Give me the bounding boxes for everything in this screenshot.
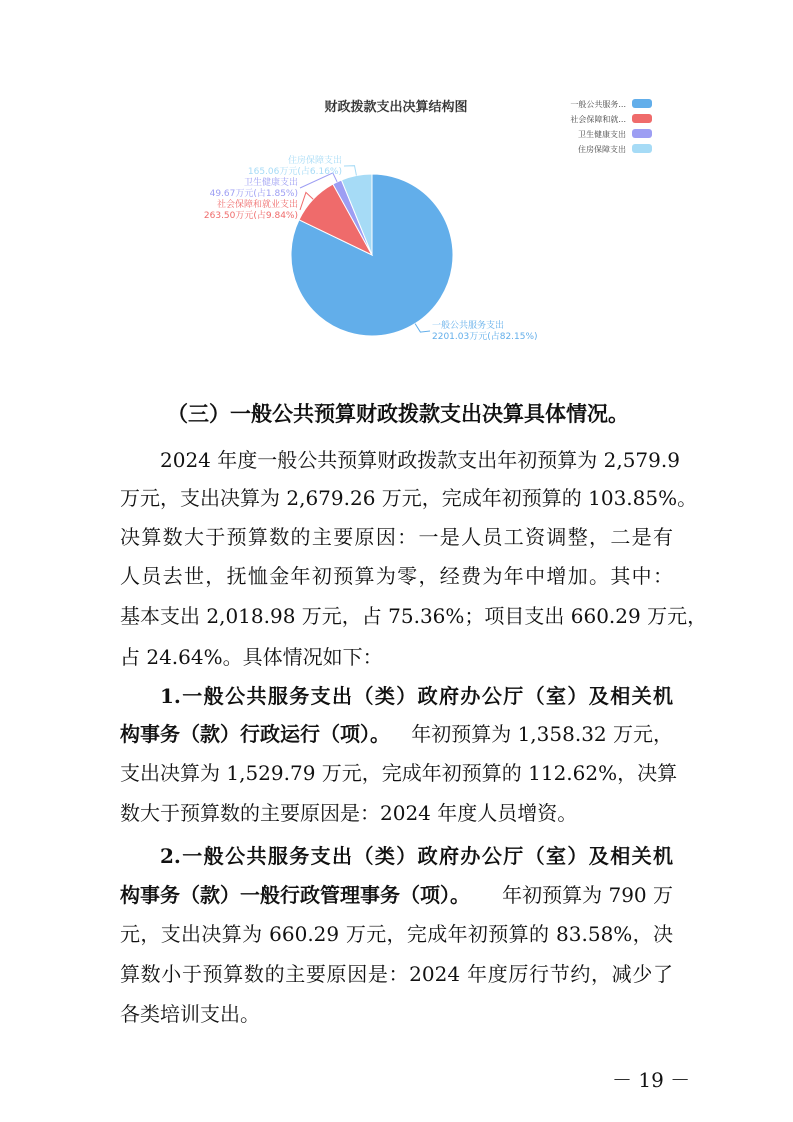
chart-title: 财政拨款支出决算结构图 bbox=[324, 100, 468, 115]
legend-label: 卫生健康支出 bbox=[578, 130, 626, 139]
legend-swatch bbox=[632, 129, 652, 138]
pie-chart bbox=[0, 0, 793, 380]
paragraph-line: 2024 年度一般公共预算财政拨款支出年初预算为 2,579.9 bbox=[160, 448, 680, 472]
paragraph-line: 元，支出决算为 660.29 万元，完成年初预算的 83.58%，决 bbox=[120, 922, 673, 946]
item2-text: 年初预算为 790 万 bbox=[502, 883, 673, 907]
paragraph-line: 数大于预算数的主要原因是：2024 年度人员增资。 bbox=[120, 801, 578, 825]
item2-title-cont: 构事务（款）一般行政管理事务（项）。 bbox=[120, 883, 470, 907]
paragraph-line: 各类培训支出。 bbox=[120, 1002, 260, 1026]
paragraph-line: 基本支出 2,018.98 万元，占 75.36%；项目支出 660.29 万元， bbox=[120, 604, 708, 628]
slice-label-name: 住房保障支出 bbox=[287, 156, 342, 166]
legend-label: 一般公共服务... bbox=[570, 100, 626, 109]
legend-label: 社会保障和就... bbox=[570, 115, 626, 124]
paragraph-line: 万元，支出决算为 2,679.26 万元，完成年初预算的 103.85%。 bbox=[120, 486, 698, 510]
item1-text: 年初预算为 1,358.32 万元， bbox=[411, 722, 673, 746]
legend-swatch bbox=[632, 144, 652, 153]
legend-swatch bbox=[632, 114, 652, 123]
slice-label-name: 卫生健康支出 bbox=[243, 178, 298, 188]
slice-label-value: 263.50万元(占9.84%) bbox=[203, 211, 298, 221]
paragraph-line: 占 24.64%。具体情况如下： bbox=[120, 645, 383, 669]
slice-label-name: 社会保障和就业支出 bbox=[216, 200, 298, 210]
paragraph-line: 支出决算为 1,529.79 万元，完成年初预算的 112.62%，决算 bbox=[120, 761, 678, 785]
page-number: － 19 － bbox=[612, 1068, 691, 1092]
label-leader-line bbox=[415, 324, 430, 332]
paragraph-line: 算数小于预算数的主要原因是：2024 年度厉行节约，减少了 bbox=[120, 962, 673, 986]
slice-label-value: 165.06万元(占6.16%) bbox=[247, 167, 342, 177]
item2-title: 2.一般公共服务支出（类）政府办公厅（室）及相关机 bbox=[160, 844, 673, 868]
slice-label-name: 一般公共服务支出 bbox=[432, 321, 505, 331]
slice-label-value: 2201.03万元(占82.15%) bbox=[432, 332, 538, 342]
section-heading: （三）一般公共预算财政拨款支出决算具体情况。 bbox=[167, 401, 629, 426]
item2-line2 bbox=[120, 883, 673, 907]
item1-title: 1.一般公共服务支出（类）政府办公厅（室）及相关机 bbox=[160, 684, 673, 708]
slice-label-value: 49.67万元(占1.85%) bbox=[209, 189, 298, 199]
legend-swatch bbox=[632, 99, 652, 108]
legend-label: 住房保障支出 bbox=[578, 145, 626, 154]
paragraph-line: 决算数大于预算数的主要原因：一是人员工资调整，二是有 bbox=[120, 525, 673, 549]
item1-title-cont: 构事务（款）行政运行（项）。 bbox=[120, 722, 390, 746]
paragraph-line: 人员去世，抚恤金年初预算为零，经费为年中增加。其中： bbox=[120, 564, 673, 588]
label-leader-line bbox=[344, 166, 356, 176]
item1-line2 bbox=[120, 722, 673, 746]
